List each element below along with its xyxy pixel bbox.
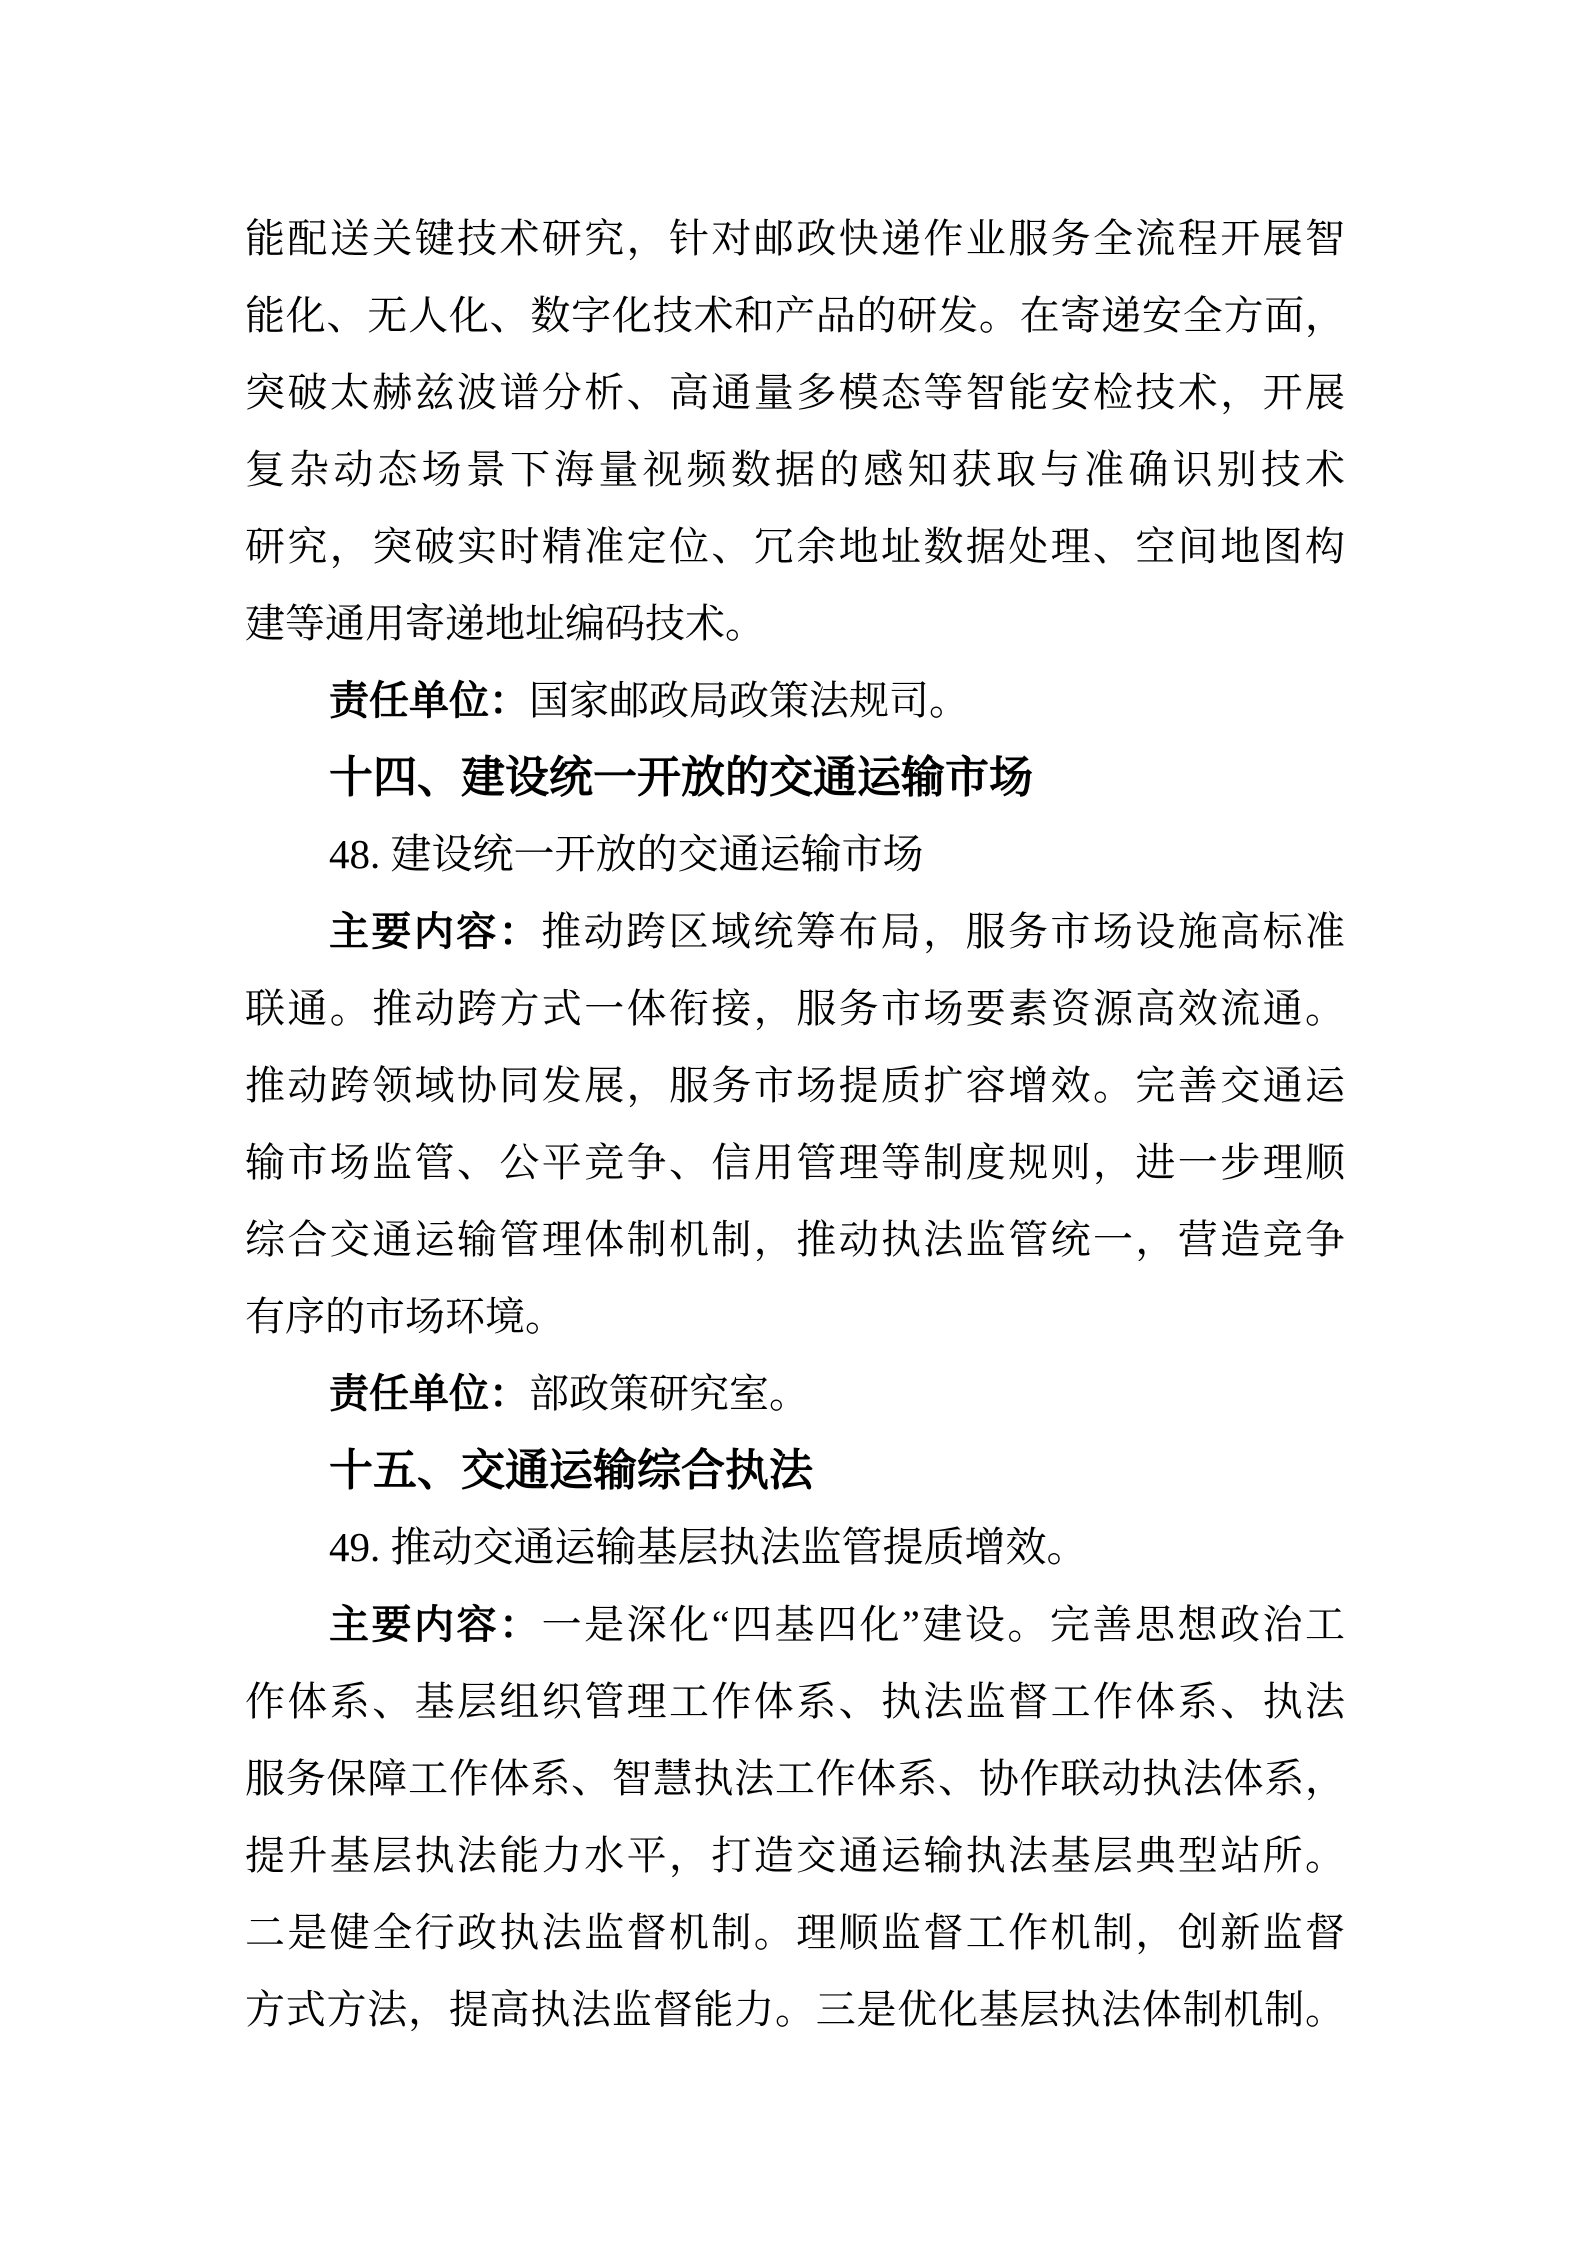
body-line: 突破太赫兹波谱分析、高通量多模态等智能安检技术，开展 xyxy=(245,370,1345,415)
responsible-unit-line xyxy=(245,662,1345,739)
body-line: 综合交通运输管理体制机制，推动执法监管统一，营造竞争 xyxy=(245,1217,1345,1262)
body-line: 作体系、基层组织管理工作体系、执法监督工作体系、执法 xyxy=(245,1679,1345,1724)
body-line: 推动跨领域协同发展，服务市场提质扩容增效。完善交通运 xyxy=(245,1063,1345,1108)
responsible-unit-line xyxy=(245,1355,1345,1432)
body-line: 有序的市场环境。 xyxy=(245,1294,565,1339)
field-label: 责任单位： xyxy=(329,1372,529,1416)
text-block xyxy=(245,200,1345,2048)
main-content-line xyxy=(245,1586,1345,1663)
section-heading-15: 十五、交通运输综合执法 xyxy=(329,1446,813,1495)
item-48-title: 48. 建设统一开放的交通运输市场 xyxy=(329,831,924,877)
field-label: 主要内容： xyxy=(329,910,542,954)
body-line: 研究，突破实时精准定位、冗余地址数据处理、空间地图构 xyxy=(245,524,1345,569)
body-line: 能配送关键技术研究，针对邮政快递作业服务全流程开展智 xyxy=(245,216,1345,261)
body-line: 二是健全行政执法监督机制。理顺监督工作机制，创新监督 xyxy=(245,1910,1345,1955)
body-line: 能化、无人化、数字化技术和产品的研发。在寄递安全方面， xyxy=(245,293,1345,338)
body-line: 联通。推动跨方式一体衔接，服务市场要素资源高效流通。 xyxy=(245,986,1345,1031)
field-text: 部政策研究室。 xyxy=(529,1371,809,1416)
body-line: 提升基层执法能力水平，打造交通运输执法基层典型站所。 xyxy=(245,1833,1345,1878)
field-text: 一是深化“四基四化”建设。完善思想政治工 xyxy=(541,1602,1345,1647)
field-label: 主要内容： xyxy=(329,1603,542,1647)
main-content-line xyxy=(245,893,1345,970)
field-text: 国家邮政局政策法规司。 xyxy=(529,678,969,723)
field-label: 责任单位： xyxy=(329,679,529,723)
item-49-title: 49. 推动交通运输基层执法监管提质增效。 xyxy=(329,1524,1088,1570)
body-line: 复杂动态场景下海量视频数据的感知获取与准确识别技术 xyxy=(245,447,1345,492)
body-line: 输市场监管、公平竞争、信用管理等制度规则，进一步理顺 xyxy=(245,1140,1345,1185)
section-heading-14: 十四、建设统一开放的交通运输市场 xyxy=(329,753,1033,802)
body-line: 方式方法，提高执法监督能力。三是优化基层执法体制机制。 xyxy=(245,1987,1345,2032)
field-text: 推动跨区域统筹布局，服务市场设施高标准 xyxy=(541,909,1345,954)
body-line: 建等通用寄递地址编码技术。 xyxy=(245,601,765,646)
body-line: 服务保障工作体系、智慧执法工作体系、协作联动执法体系， xyxy=(245,1756,1345,1801)
